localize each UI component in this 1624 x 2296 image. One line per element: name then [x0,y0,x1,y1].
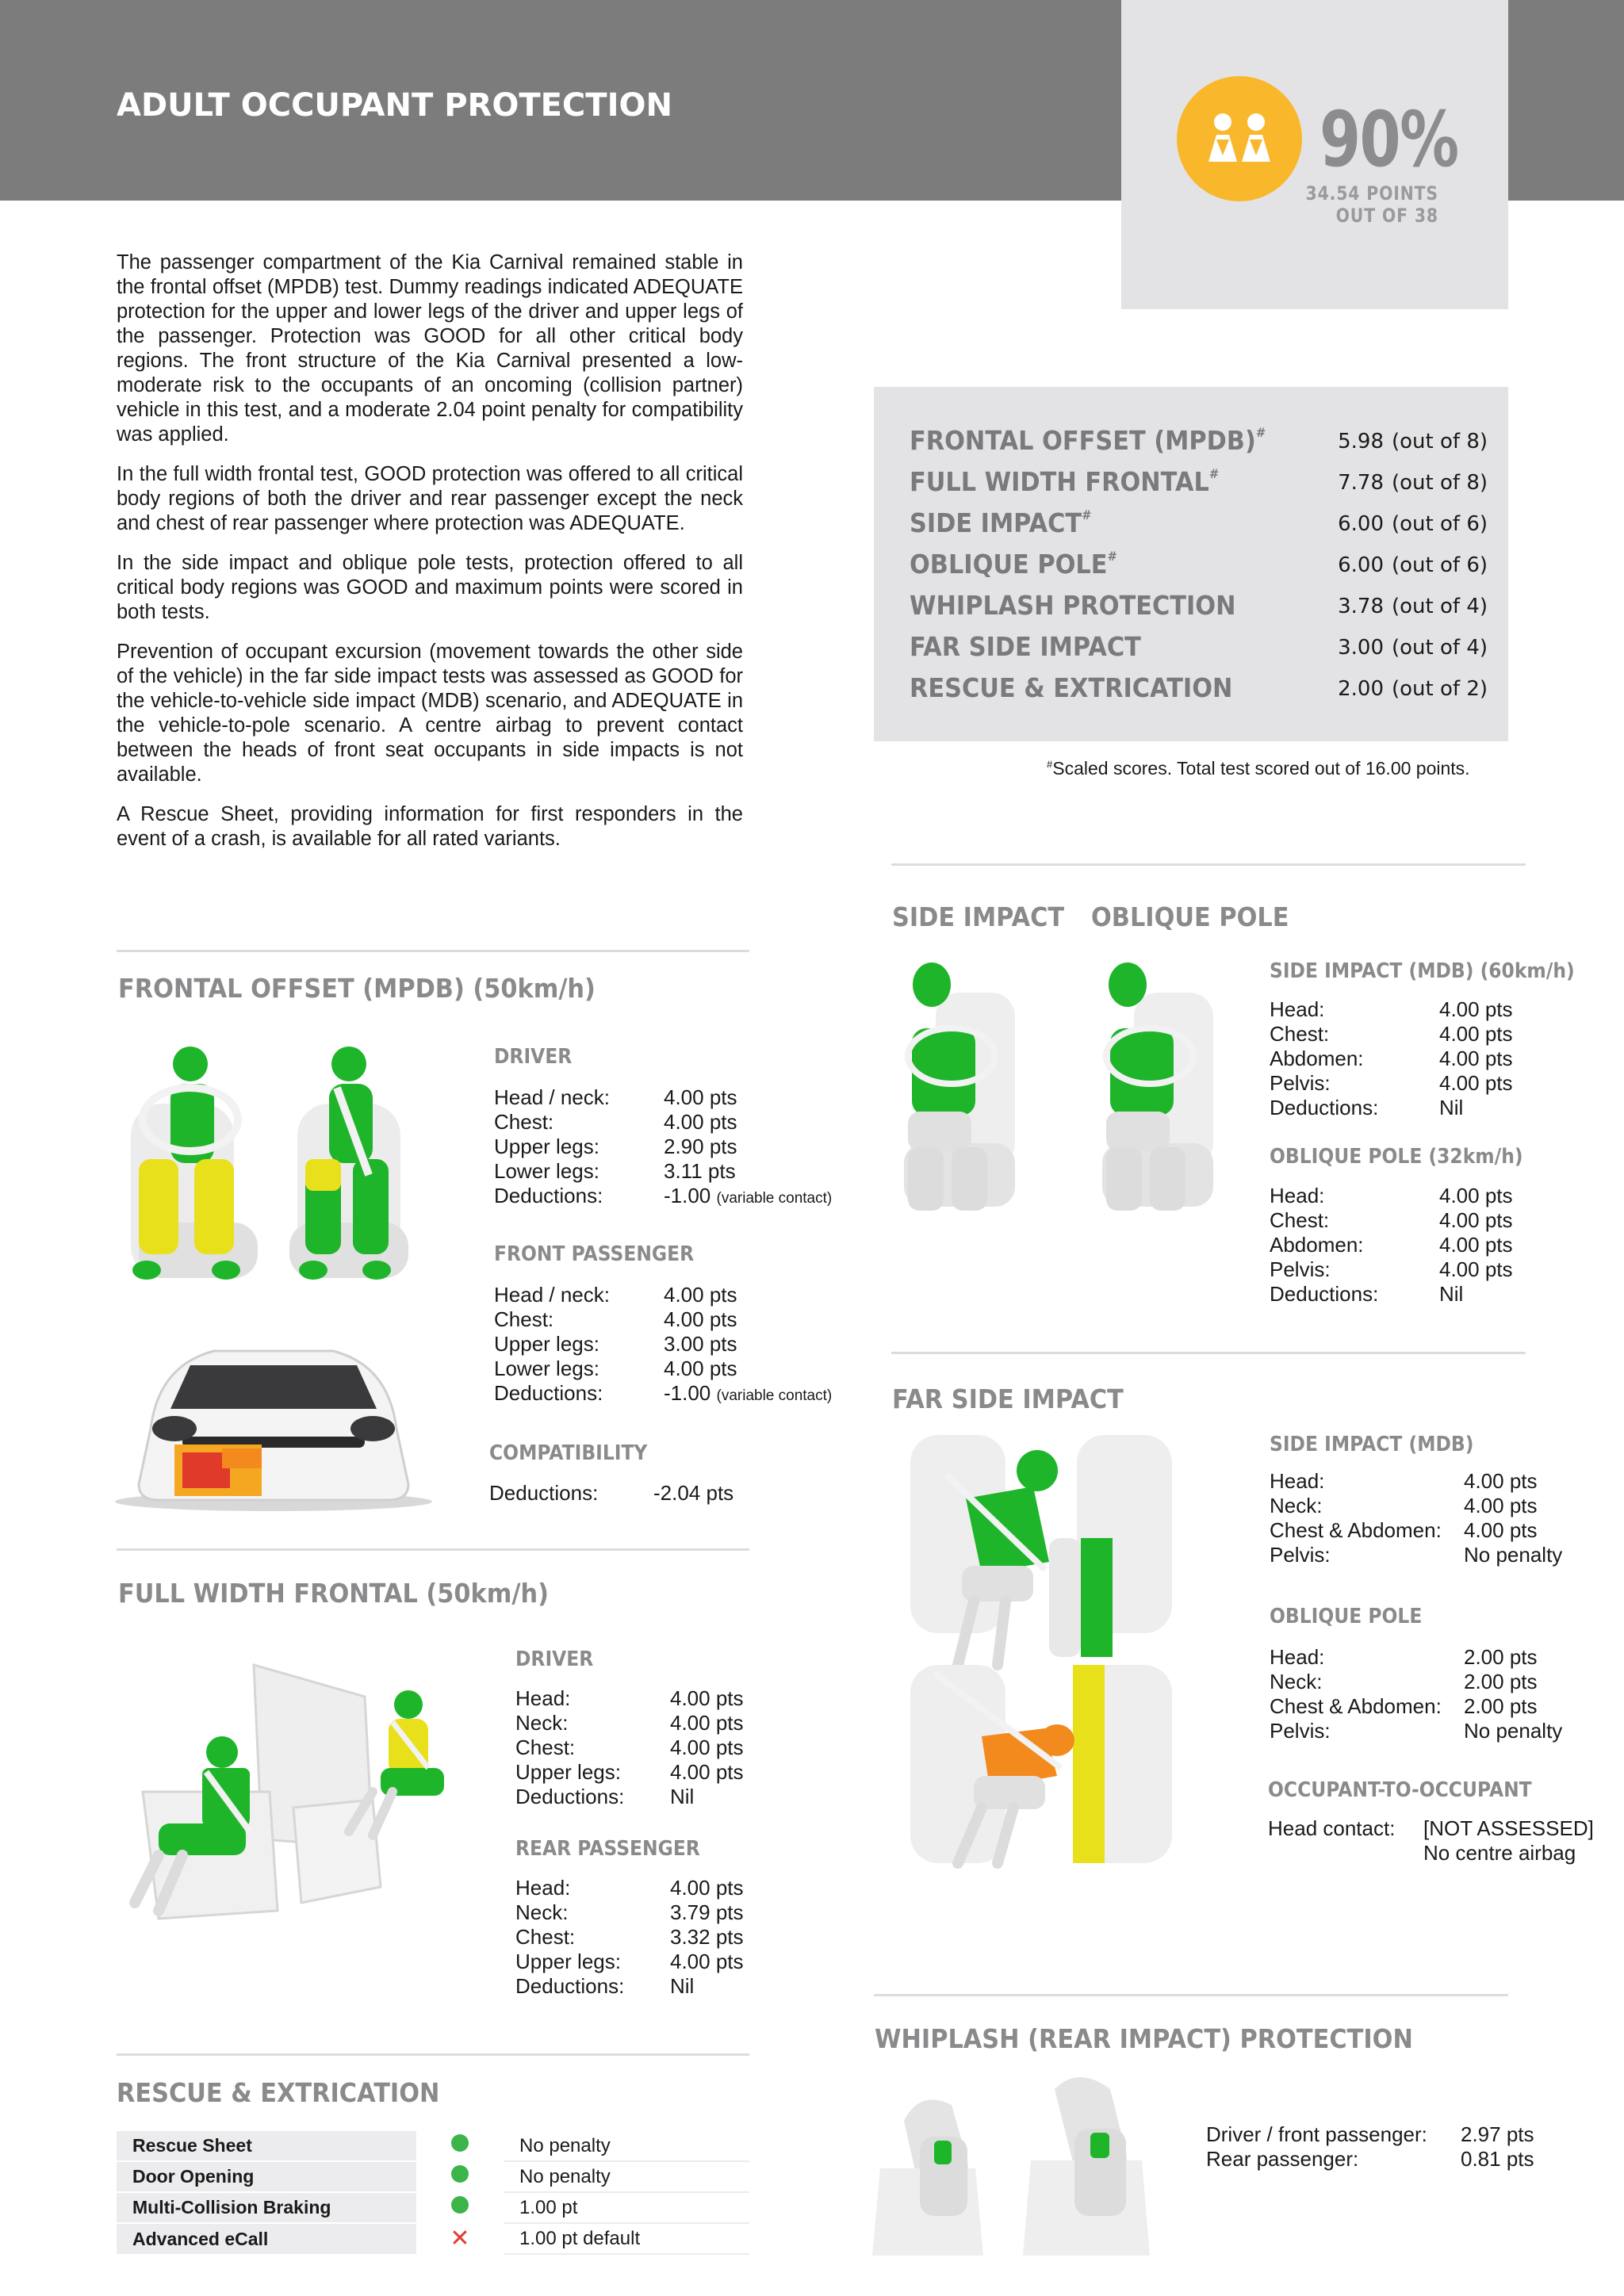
frontal-offset-title: FRONTAL OFFSET (MPDB) (50km/h) [118,973,596,1004]
summary-score: 3.00 [1338,636,1384,660]
rescue-value: 1.00 pt [504,2192,749,2223]
summary-label: SIDE IMPACT# [910,507,1092,538]
summary-outof: (out of 2) [1392,677,1488,701]
summary-label: RESCUE & EXTRICATION [910,672,1233,703]
frontal-driver-title: DRIVER [494,1045,573,1069]
score-points [1306,182,1438,227]
summary-footnote: #Scaled scores. Total test scored out of 16.00 points. [1047,758,1470,779]
occupant-icon [1177,76,1302,201]
status-ok-icon [451,2165,469,2183]
summary-label: FULL WIDTH FRONTAL# [910,466,1220,497]
whiplash-title: WHIPLASH (REAR IMPACT) PROTECTION [875,2023,1413,2054]
section-divider [874,1994,1508,1996]
summary-score: 2.00 [1338,677,1384,701]
summary-score: 6.00 [1338,512,1384,536]
summary-row [910,672,1488,714]
section-divider [891,1352,1526,1354]
summary-outof: (out of 8) [1392,471,1488,495]
summary-row [910,631,1488,672]
table-row [117,2161,749,2192]
summary-row [910,507,1488,549]
compatibility-title: COMPATIBILITY [489,1441,648,1465]
summary-outof: (out of 6) [1392,553,1488,577]
oblique-pole-title: OBLIQUE POLE [1091,901,1289,932]
intro-paragraph: The passenger compartment of the Kia Carnival remained stable in the frontal offset (MPDB) test. Dummy readings indicated ADEQUATE protection for the upper and lower legs of the driver and upper legs of the passenger. Protection was GOOD for all other critical body regions. The front structure of the Kia Carnival presented a low-moderate risk to the occupants of an oncoming (collision partner) vehicle in this test, and a moderate 2.04 point penalty for compatibility was applied. [117,251,743,446]
summary-row [910,466,1488,507]
summary-row [910,549,1488,590]
summary-outof: (out of 4) [1392,636,1488,660]
rescue-table [117,2130,749,2255]
status-ok-icon [451,2196,469,2214]
intro-paragraph: In the side impact and oblique pole tests, protection offered to all critical body regions was GOOD and maximum points were scored in both tests. [117,552,743,623]
summary-score: 3.78 [1338,595,1384,618]
summary-row [910,590,1488,631]
side-mdb-title: SIDE IMPACT (MDB) (60km/h) [1270,959,1575,983]
summary-row [910,425,1488,466]
summary-outof: (out of 8) [1392,430,1488,453]
section-divider [891,863,1526,866]
intro-paragraph: A Rescue Sheet, providing information for first responders in the event of a crash, is available for all rated variants. [117,803,743,850]
section-divider [117,2053,749,2056]
frontal-passenger-title: FRONT PASSENGER [494,1242,695,1266]
full-width-title: FULL WIDTH FRONTAL (50km/h) [118,1578,549,1609]
frontal-offset-dummies [115,1040,424,1314]
full-width-dummies [111,1649,484,1934]
rescue-value: No penalty [504,2130,749,2161]
side-pole-title: OBLIQUE POLE (32km/h) [1270,1145,1523,1169]
summary-label: WHIPLASH PROTECTION [910,590,1236,621]
section-divider [117,950,749,952]
summary-outof: (out of 4) [1392,595,1488,618]
side-impact-dummies [888,961,1285,1254]
table-row [117,2192,749,2223]
page-title: ADULT OCCUPANT PROTECTION [117,87,672,124]
status-fail-icon: ✕ [450,2225,470,2252]
summary-score: 5.98 [1338,430,1384,453]
rescue-value: No penalty [504,2161,749,2192]
rescue-label: Rescue Sheet [117,2130,416,2161]
rescue-label: Multi-Collision Braking [117,2192,416,2223]
rescue-label: Door Opening [117,2161,416,2192]
status-ok-icon [451,2134,469,2152]
far-side-title: FAR SIDE IMPACT [892,1383,1124,1414]
far-mdb-title: SIDE IMPACT (MDB) [1270,1433,1474,1456]
o2o-title: OCCUPANT-TO-OCCUPANT [1268,1778,1532,1802]
intro-paragraph: Prevention of occupant excursion (movement towards the other side of the vehicle) in the far side impact tests was assessed as GOOD for the vehicle-to-vehicle side impact (MDB) scenario, and ADEQUATE in the vehicle-to-pole scenario. A centre airbag to prevent contact between the heads of front seat occupants in side impacts is not available. [117,641,743,786]
summary-label: FAR SIDE IMPACT [910,631,1141,662]
whiplash-dummies [872,2073,1189,2256]
rescue-label: Advanced eCall [117,2223,416,2254]
full-driver-title: DRIVER [515,1647,594,1671]
intro-text [117,251,743,867]
full-rear-title: REAR PASSENGER [515,1837,700,1861]
summary-label: OBLIQUE POLE# [910,549,1117,580]
car-front-image [103,1334,444,1516]
table-row [117,2130,749,2161]
section-divider [117,1548,749,1551]
intro-paragraph: In the full width frontal test, GOOD protection was offered to all critical body regions of both the driver and rear passenger except the neck and chest of rear passenger where protection was ADEQUATE. [117,463,743,534]
summary-label: FRONTAL OFFSET (MPDB)# [910,425,1266,456]
rescue-title: RESCUE & EXTRICATION [117,2077,440,2108]
score-points-value: 34.54 POINTS [1305,182,1438,205]
summary-score: 7.78 [1338,471,1384,495]
score-points-outof: OUT OF 38 [1335,205,1438,227]
side-impact-title: SIDE IMPACT [892,901,1065,932]
table-row [117,2223,749,2254]
summary-score: 6.00 [1338,553,1384,577]
rescue-value: 1.00 pt default [504,2223,749,2254]
far-side-dummies [887,1427,1180,1879]
far-pole-title: OBLIQUE POLE [1270,1605,1423,1628]
score-percent: 90% [1320,95,1458,184]
summary-outof: (out of 6) [1392,512,1488,536]
